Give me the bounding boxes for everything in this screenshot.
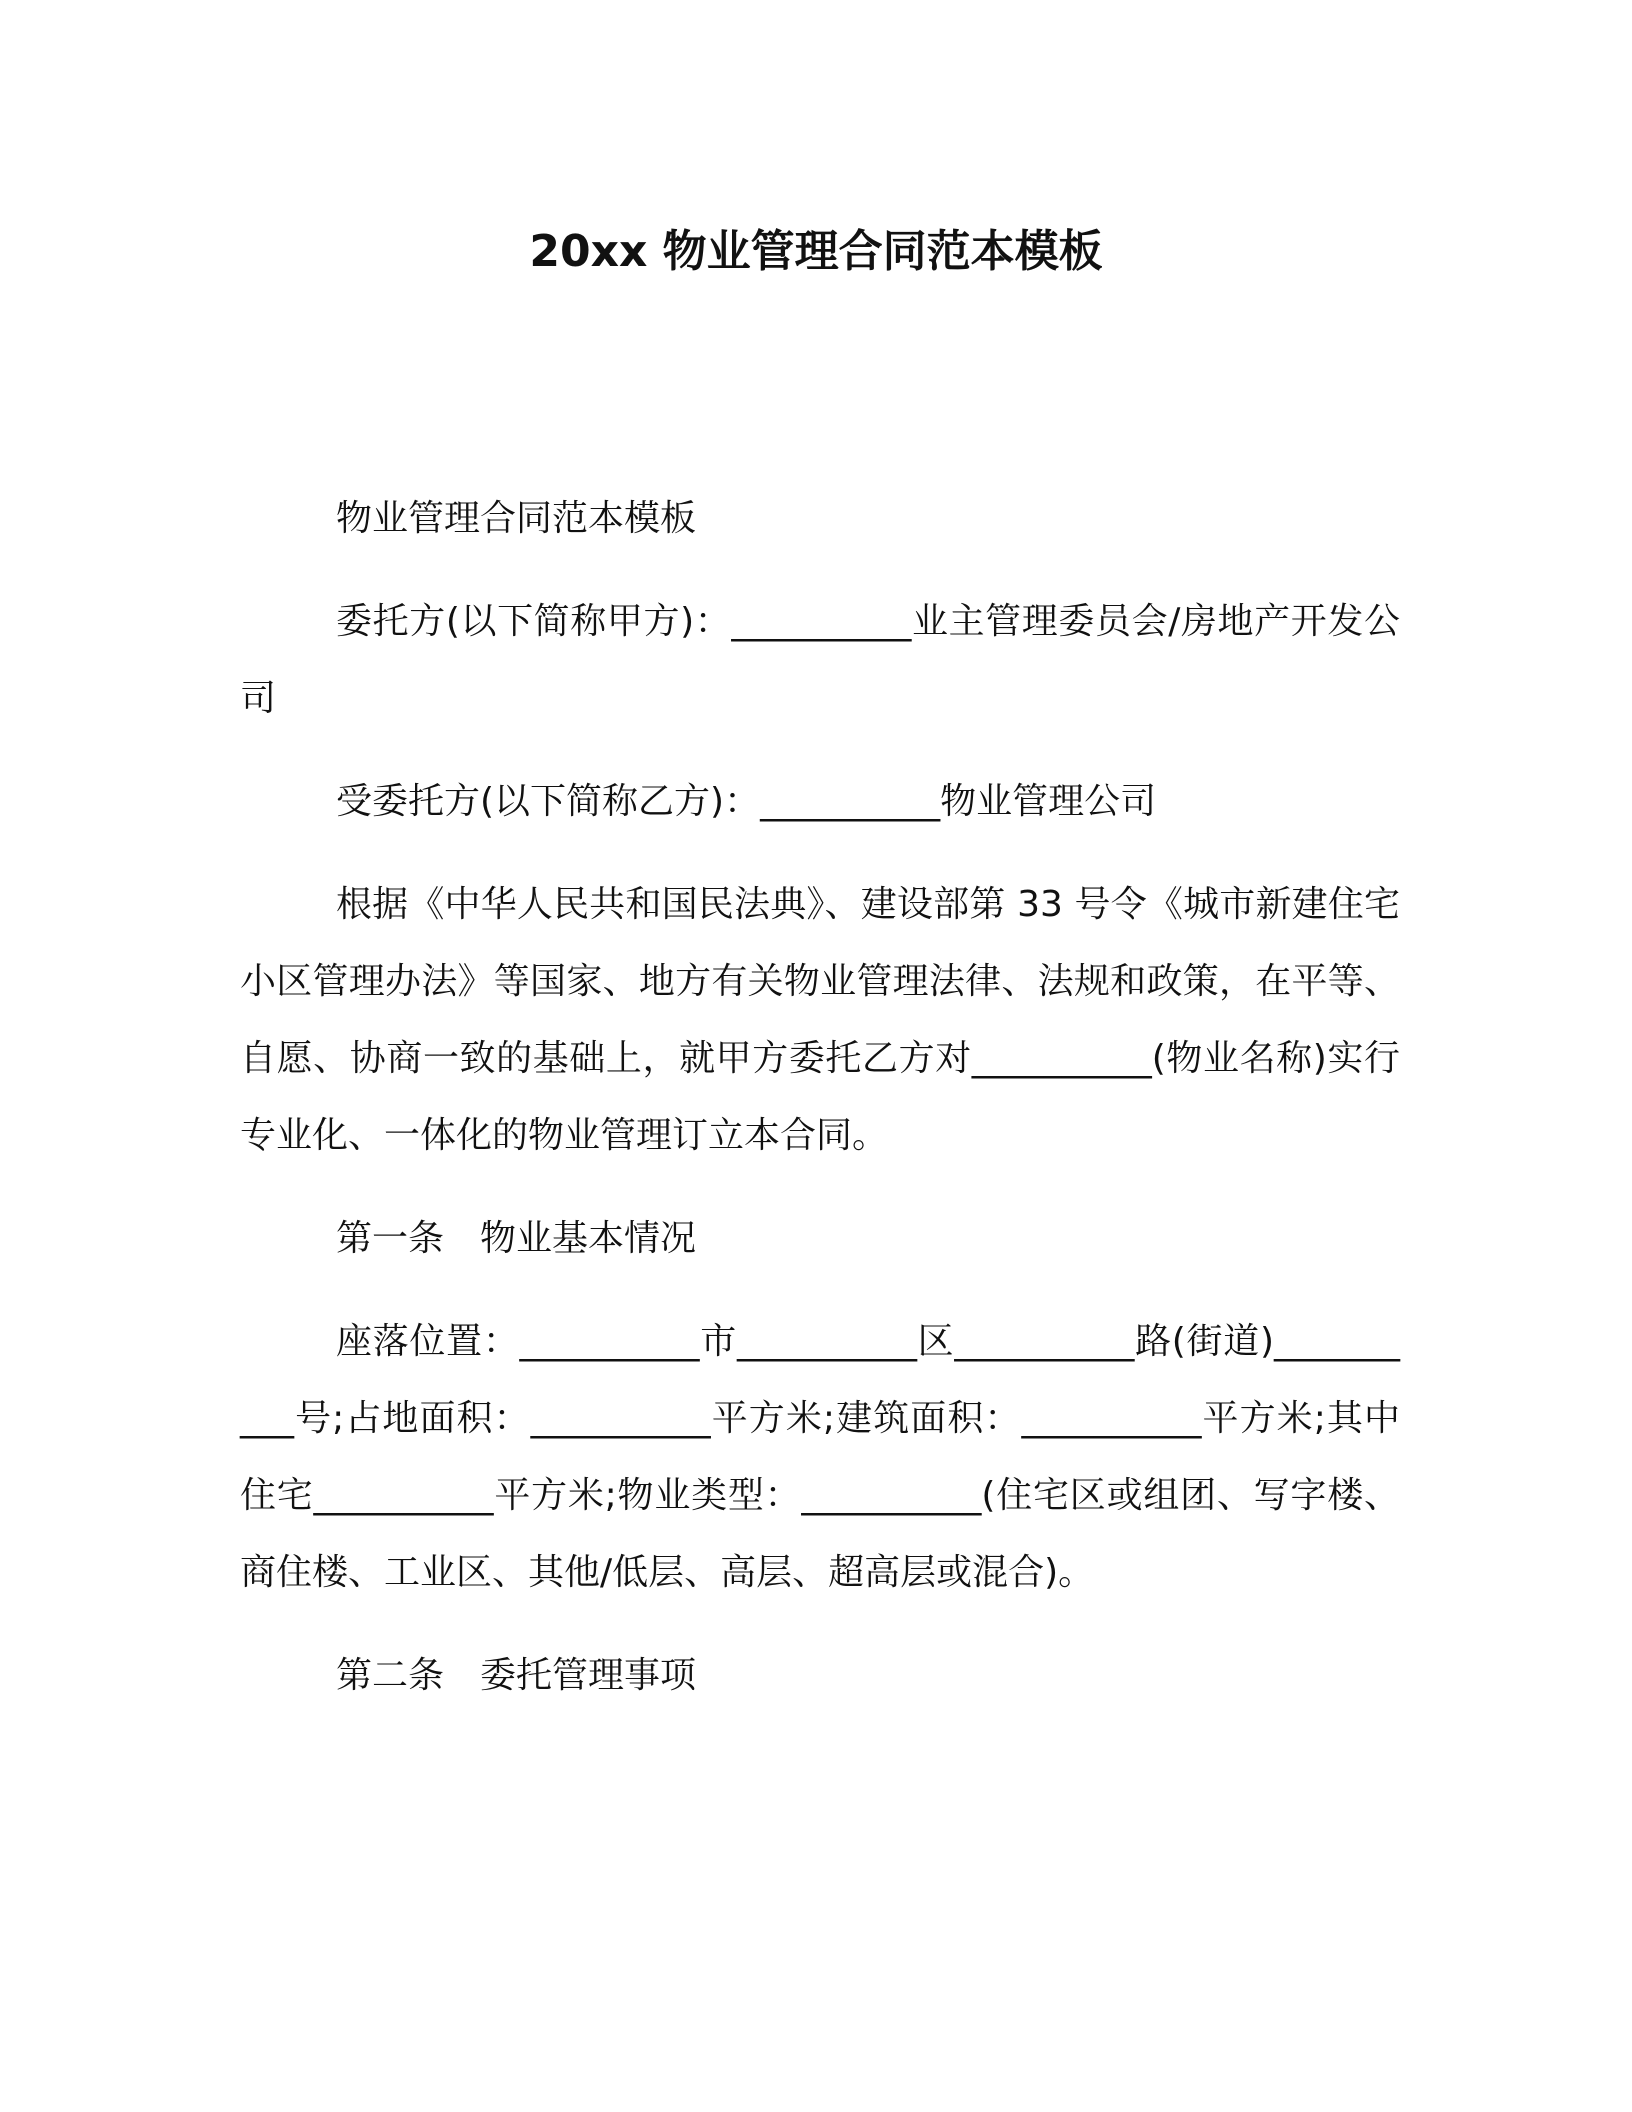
article-1-heading: 第一条 物业基本情况 xyxy=(336,1218,697,1259)
paragraph-preamble: 根据《中华人民共和国民法典》、建设部第 33 号令《城市新建住宅小区管理办法》等国家、地方有关物业管理法律、法规和政策，在平等、自愿、协商一致的基础上，就甲方委托乙方对__________(物业名称)实行专业化、一体化的物业管理订立本合同。 xyxy=(240,884,1400,1156)
document-body xyxy=(240,480,1400,1740)
paragraph-party-a: 委托方(以下简称甲方)：__________业主管理委员会/房地产开发公司 xyxy=(240,601,1400,719)
paragraph-property-info: 座落位置：__________市__________区__________路(街道)__________号;占地面积：__________平方米;建筑面积：__________平方米;其中住宅__________平方米;物业类型：__________(住宅区或组团、写字楼、商住楼、工业区、其他/低层、高层、超高层或混合)。 xyxy=(240,1321,1400,1593)
paragraph-subtitle: 物业管理合同范本模板 xyxy=(336,498,697,539)
article-2-heading: 第二条 委托管理事项 xyxy=(336,1655,697,1696)
paragraph-party-b: 受委托方(以下简称乙方)：__________物业管理公司 xyxy=(336,781,1157,822)
document-title: 20xx 物业管理合同范本模板 xyxy=(529,226,1103,277)
